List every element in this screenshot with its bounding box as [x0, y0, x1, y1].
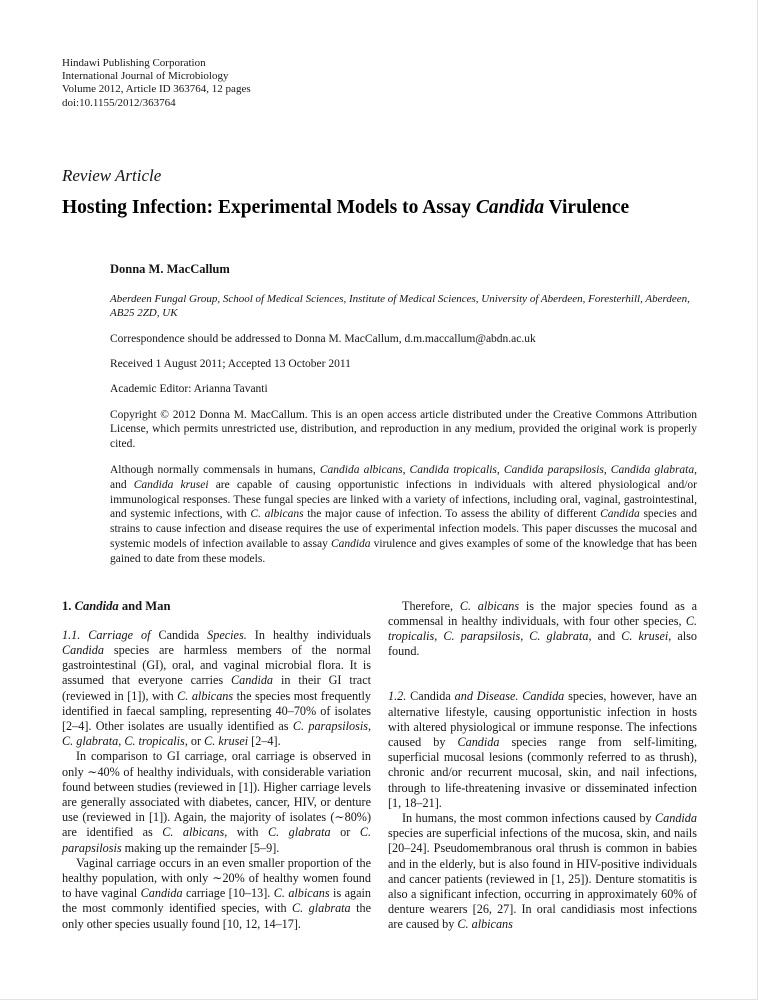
- academic-editor-line: Academic Editor: Arianna Tavanti: [110, 382, 268, 395]
- subsection-1-2-paragraph: 1.2. Candida and Disease. Candida species, however, have an alternative lifestyle, causing opportunistic infection in hosts with altered physiological or immune response. The infections caused by Candida species range from self-limiting, superficial mucosal lesions (commonly referred to as thrush), chronic and/or recurrent mucosal, skin, and nail infections, through to life-threatening invasive or disseminated infection [1, 18–21].: [388, 689, 698, 810]
- volume-info: Volume 2012, Article ID 363764, 12 pages: [62, 83, 251, 96]
- journal-header: [62, 57, 697, 110]
- abstract-text: Although normally commensals in humans, Candida albicans, Candida tropicalis, Candida parapsilosis, Candida glabrata, and Candida krusei are capable of causing opportunistic infections in individuals with altered physiological and/or immunological responses. These fungal species are linked with a variety of infections, including oral, vaginal, gastrointestinal, and systemic infections, with C. albicans the major cause of infection. To assess the ability of different Candida species and strains to cause infection and disease requires the use of experimental infection models. This paper discusses the mucosal and systemic models of infection available to assay Candida virulence and gives examples of some of the knowledge that has been gained to date from these models.: [110, 464, 697, 565]
- received-accepted-line: Received 1 August 2011; Accepted 13 October 2011: [110, 357, 351, 370]
- publisher-name: Hindawi Publishing Corporation: [62, 57, 206, 69]
- correspondence-line: [110, 333, 697, 345]
- body-paragraph: Therefore, C. albicans is the major species found as a commensal in healthy individuals, with four other species, C. tropicalis, C. parapsilosis, C. glabrata, and C. krusei, also found.: [388, 598, 697, 659]
- front-matter: [110, 262, 697, 567]
- article-title: Hosting Infection: Experimental Models to Assay Candida Virulence: [62, 196, 630, 218]
- left-column: [62, 599, 371, 933]
- body-paragraph: In comparison to GI carriage, oral carriage is observed in only ∼40% of healthy individuals, with considerable variation found between studies (reviewed in [1]). Higher carriage levels are generally associated with diabetes, cancer, HIV, or denture use (reviewed in [1]). Again, the majority of isolates (∼80%) are identified as C. albicans, with C. glabrata or C. parapsilosis making up the remainder [5–9].: [62, 749, 371, 855]
- journal-name: International Journal of Microbiology: [62, 70, 229, 83]
- right-column: [388, 599, 697, 933]
- doi-line: doi:10.1155/2012/363764: [62, 96, 176, 109]
- subsection-1-1-paragraph: 1.1. Carriage of Candida Species. In healthy individuals Candida species are harmless members of the normal gastrointestinal (GI), oral, and vaginal microbial flora. It is assumed that everyone carries Candida in their GI tract (reviewed in [1]), with C. albicans the species most frequently identified in faecal sampling, representing 40–70% of isolates [2–4]. Other isolates are usually identified as C. parapsilosis, C. glabrata, C. tropicalis, or C. krusei [2–4].: [62, 627, 372, 749]
- section-1-heading: 1. Candida and Man: [62, 598, 171, 613]
- author-name: Donna M. MacCallum: [110, 261, 230, 276]
- article-type-label: Review Article: [62, 165, 162, 185]
- copyright-notice: Copyright © 2012 Donna M. MacCallum. This is an open access article distributed under the Creative Commons Attribution License, which permits unrestricted use, distribution, and reproduction in any medium, provided the original work is properly cited.: [110, 408, 697, 450]
- body-paragraph: In humans, the most common infections caused by Candida species are superficial infections of the mucosa, skin, and nails [20–24]. Pseudomembranous oral thrush is common in babies and in the elderly, but is also found in HIV-positive individuals and cancer patients (reviewed in [1, 25]). Denture stomatitis is also a significant infection, occurring in approximately 60% of denture wearers [26, 27]. In oral candidiasis most infections are caused by C. albicans: [388, 811, 697, 932]
- correspondence-text: Correspondence should be addressed to Donna M. MacCallum,: [110, 332, 405, 345]
- body-columns: [62, 599, 697, 933]
- body-paragraph: Vaginal carriage occurs in an even smaller proportion of the healthy population, with only ∼20% of healthy women found to have vaginal Candida carriage [10–13]. C. albicans is again the most commonly identified species, with C. glabrata the only other species usually found [10, 12, 14–17].: [62, 855, 371, 931]
- author-affiliation: Aberdeen Fungal Group, School of Medical Sciences, Institute of Medical Sciences, University of Aberdeen, Foresterhill, Aberdeen, AB25 2ZD, UK: [110, 292, 690, 319]
- correspondence-email: d.m.maccallum@abdn.ac.uk: [404, 332, 536, 345]
